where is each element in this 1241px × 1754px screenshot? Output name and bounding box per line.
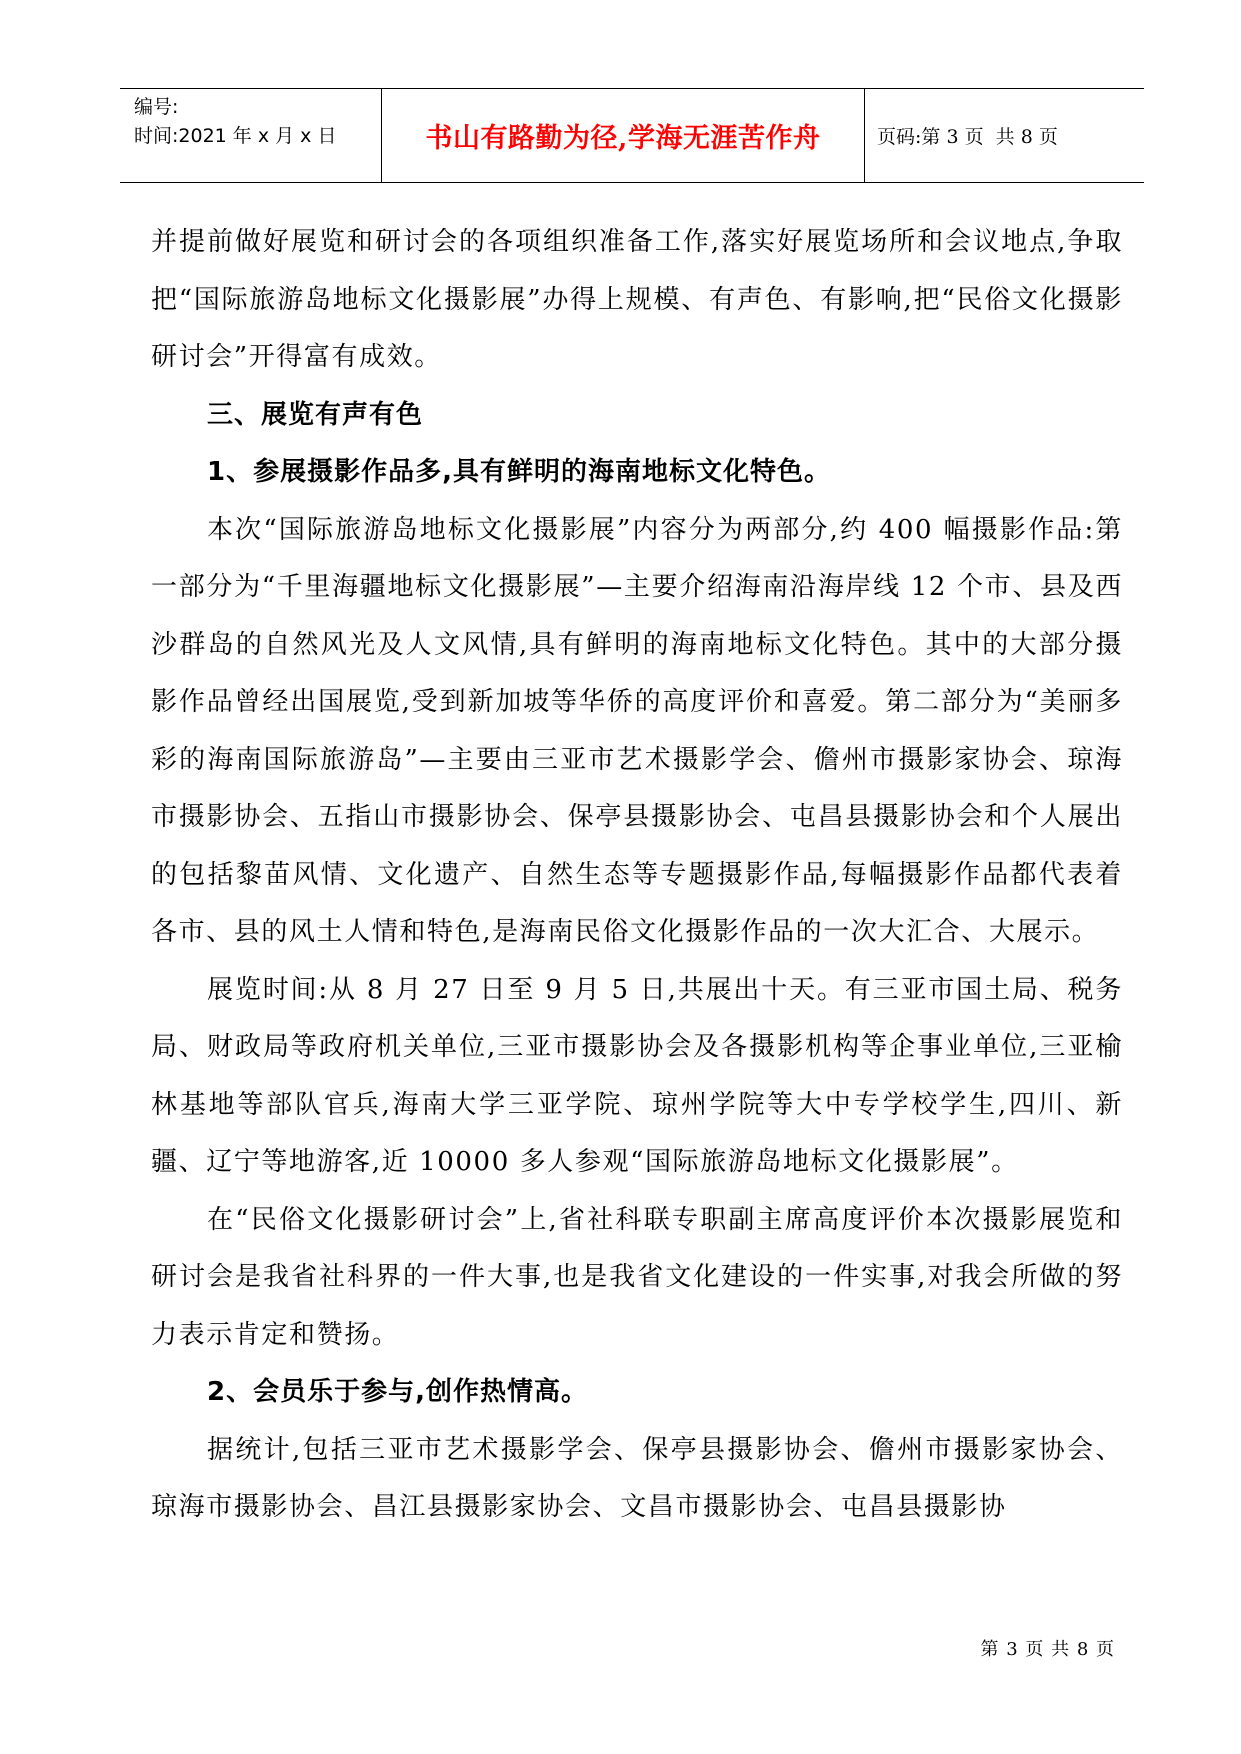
subsection-heading: 1、参展摄影作品多,具有鲜明的海南地标文化特色。 bbox=[207, 457, 831, 487]
body-paragraph: 本次“国际旅游岛地标文化摄影展”内容分为两部分,约 400 幅摄影作品:第一部分为“千里海疆地标文化摄影展”—主要介绍海南沿海岸线 12 个市、县及西沙群岛的自然风光及人文风情,具有鲜明的海南地标文化特色。其中的大部分摄影作品曾经出国展览,受到新加坡等华侨的高度评价和喜爱。第二部分为“美丽多彩的海南国际旅游岛”—主要由三亚市艺术摄影学会、儋州市摄影家协会、琼海市摄影协会、五指山市摄影协会、保亭县摄影协会、屯昌县摄影协会和个人展出的包括黎苗风情、文化遗产、自然生态等专题摄影作品,每幅摄影作品都代表着各市、县的风土人情和特色,是海南民俗文化摄影作品的一次大汇合、大展示。 bbox=[151, 514, 1123, 947]
section-heading: 三、展览有声有色 bbox=[207, 399, 424, 430]
subsection-heading: 2、会员乐于参与,创作热情高。 bbox=[207, 1377, 588, 1407]
header-motto: 书山有路勤为径,学海无涯苦作舟 bbox=[425, 123, 821, 154]
header-page-cell bbox=[865, 89, 1144, 182]
header-meta-cell bbox=[120, 89, 382, 182]
document-body bbox=[151, 214, 1123, 1537]
body-paragraph: 并提前做好展览和研讨会的各项组织准备工作,落实好展览场所和会议地点,争取把“国际旅游岛地标文化摄影展”办得上规模、有声色、有影响,把“民俗文化摄影研讨会”开得富有成效。 bbox=[151, 227, 1123, 372]
header-number-label: 编号: bbox=[134, 96, 179, 118]
body-paragraph: 据统计,包括三亚市艺术摄影学会、保亭县摄影协会、儋州市摄影家协会、琼海市摄影协会、昌江县摄影家协会、文昌市摄影协会、屯昌县摄影协 bbox=[151, 1434, 1123, 1522]
document-header bbox=[120, 88, 1144, 183]
body-paragraph: 展览时间:从 8 月 27 日至 9 月 5 日,共展出十天。有三亚市国土局、税务局、财政局等政府机关单位,三亚市摄影协会及各摄影机构等企事业单位,三亚榆林基地等部队官兵,海南大学三亚学院、琼州学院等大中专学校学生,四川、新疆、辽宁等地游客,近 10000 多人参观“国际旅游岛地标文化摄影展”。 bbox=[151, 974, 1123, 1177]
header-time-label: 时间:2021 年 x 月 x 日 bbox=[134, 125, 337, 147]
header-motto-cell bbox=[382, 89, 865, 182]
page-footer-number: 第 3 页 共 8 页 bbox=[980, 1639, 1115, 1660]
body-paragraph: 在“民俗文化摄影研讨会”上,省社科联专职副主席高度评价本次摄影展览和研讨会是我省社科界的一件大事,也是我省文化建设的一件实事,对我会所做的努力表示肯定和赞扬。 bbox=[151, 1204, 1123, 1350]
header-page-label: 页码:第 3 页 共 8 页 bbox=[877, 126, 1058, 148]
